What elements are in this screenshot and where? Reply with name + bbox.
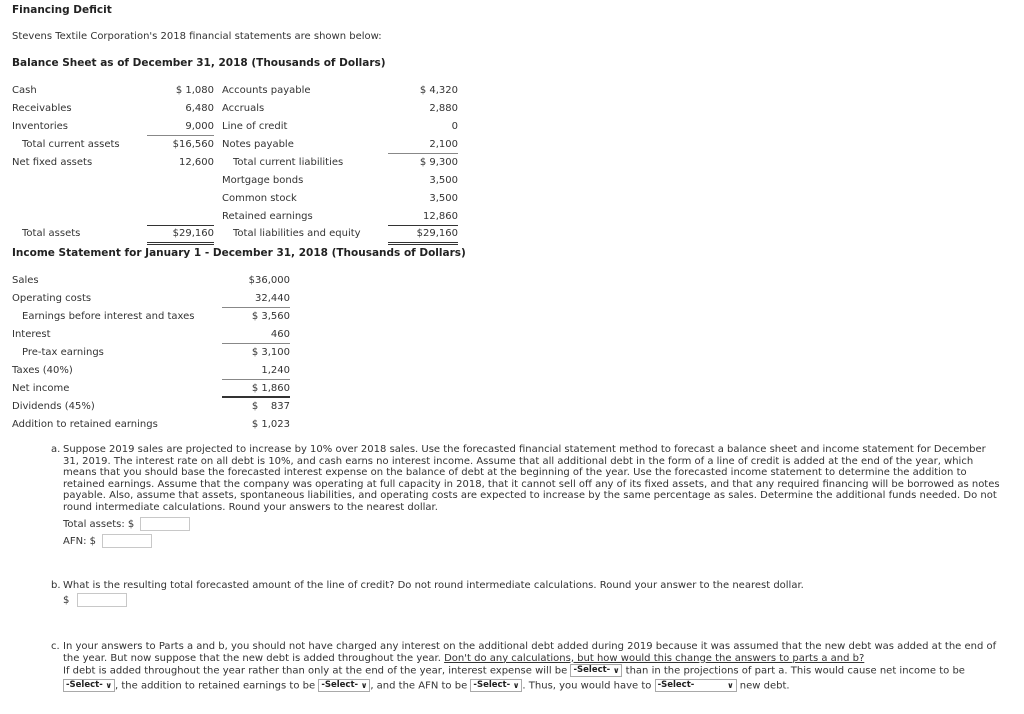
interest-expense-select[interactable]: -Select- ∨ — [570, 664, 622, 677]
afn-select[interactable]: -Select- ∨ — [470, 679, 522, 692]
line-of-credit-row — [63, 592, 127, 610]
double-rule — [388, 242, 458, 245]
question-part-b: b. What is the resulting total forecasted amount of the line of credit? Do not round intermediate calculations. Round your answer to the nearest dollar. — [51, 580, 804, 591]
currency-label: $ — [63, 595, 70, 606]
chevron-down-icon: ∨ — [360, 681, 368, 691]
question-part-c: c. In your answers to Parts a and b, you should not have charged any interest on the additional debt added during 2019 because it was assumed that the new debt was added at the end of the year. But now suppose that the new debt is added throughout the year. Don't do any calculations, but how would this change the answers to parts a and b? If debt is added throughout the year rather than only at the end of the year, interest expense will be -Select- ∨ than in the projections of part a. This would cause net income to be -Select- ∨ , the addition to retained earnings to be -Select- ∨ , and the AFN to be -Select- ∨ . Thus, you would have to -Select- ∨ new debt. — [51, 641, 997, 692]
chevron-down-icon: ∨ — [727, 681, 734, 691]
total-assets-input[interactable] — [140, 517, 190, 531]
total-assets-row — [63, 516, 190, 534]
part-b-marker: b. — [51, 580, 61, 591]
line-of-credit-input[interactable] — [77, 593, 127, 607]
new-debt-select[interactable]: -Select- ∨ — [655, 679, 737, 692]
total-assets-label: Total assets: $ — [63, 519, 135, 530]
afn-label: AFN: $ — [63, 536, 96, 547]
double-rule — [147, 242, 214, 245]
question-part-a: a. Suppose 2019 sales are projected to increase by 10% over 2018 sales. Use the forecasted financial statement method to forecast a balance sheet and income statement for December 31, 2019. The interest rate on all debt is 10%, and cash earns no interest income. Assume that all additional debt in the form of a line of credit is added at the end of the year, which means that you should base the forecasted interest expense on the balance of debt at the beginning of the year. Use the forecasted income statement to determine the addition to retained earnings. Assume that the company was operating at full capacity in 2018, that it cannot sell off any of its fixed assets, and that any required financing will be borrowed as notes payable. Also, assume that assets, spontaneous liabilities, and operating costs are expected to increase by the same percentage as sales. Determine the additional funds needed. Do not round intermediate calculations. Round your answers to the nearest dollar. — [51, 444, 1000, 513]
part-a-marker: a. — [51, 444, 61, 455]
income-statement-heading: Income Statement for January 1 - December 31, 2018 (Thousands of Dollars) — [12, 247, 466, 259]
chevron-down-icon: ∨ — [105, 681, 112, 691]
chevron-down-icon: ∨ — [612, 666, 620, 676]
net-income-select[interactable]: -Select- ∨ — [63, 679, 115, 692]
page-title: Financing Deficit — [12, 4, 112, 16]
balance-sheet-heading: Balance Sheet as of December 31, 2018 (Thousands of Dollars) — [12, 57, 386, 69]
afn-input[interactable] — [102, 534, 152, 548]
chevron-down-icon: ∨ — [512, 681, 520, 691]
part-c-marker: c. — [51, 641, 60, 652]
retained-earnings-select[interactable]: -Select- ∨ — [318, 679, 370, 692]
intro-text: Stevens Textile Corporation's 2018 financial statements are shown below: — [12, 31, 382, 42]
afn-row — [63, 533, 152, 551]
